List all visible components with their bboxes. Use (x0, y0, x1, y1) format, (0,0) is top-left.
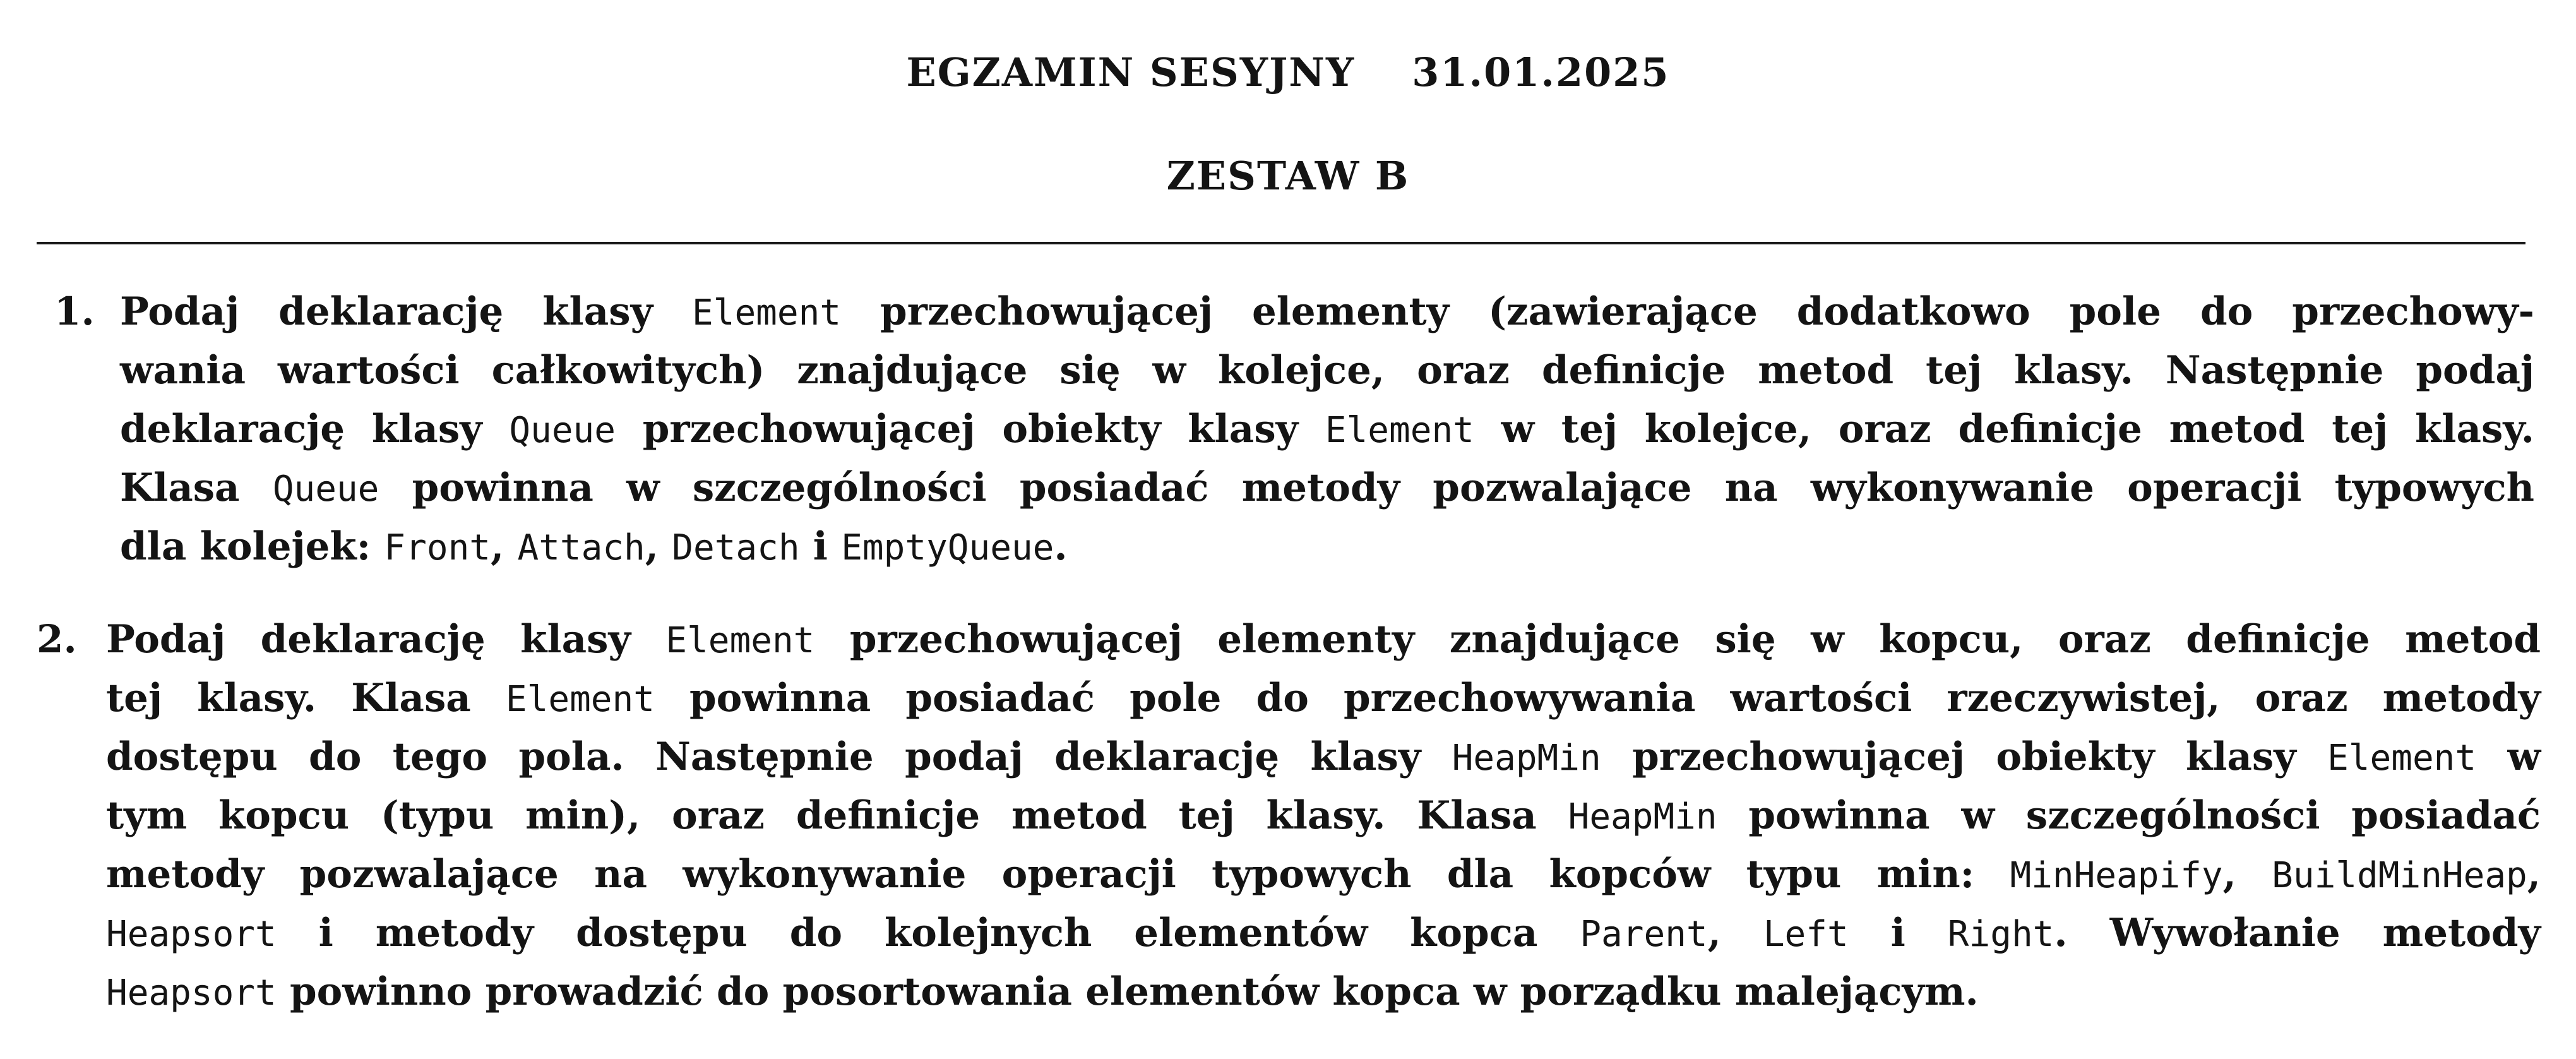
task-text: tej klasy. Klasa (106, 676, 506, 721)
task-text: . Wywołanie metody (2054, 911, 2541, 955)
task-line (120, 517, 2534, 576)
task-text: i metody dostępu do kolejnych elementów kopca (276, 911, 1580, 955)
task-text: , (491, 524, 518, 569)
code-identifier: Element (505, 679, 655, 720)
task-text: i (799, 524, 842, 569)
task-text: powinna w szczególności posiadać (1717, 793, 2541, 838)
task-line (106, 727, 2541, 786)
code-identifier: Queue (509, 410, 616, 451)
header-divider (37, 242, 2525, 244)
task-text: w (2476, 734, 2541, 779)
task-text: tym kopcu (typu min), oraz definicje metod tej klasy. Klasa (106, 793, 1568, 838)
task-text: , (2527, 852, 2541, 897)
task-line (106, 845, 2541, 904)
task-text: powinna posiadać pole do przechowywania wartości rzeczywistej, oraz metody (654, 676, 2541, 721)
task-text: dla kolejek: (120, 524, 385, 569)
exam-set-label: ZESTAW B (1166, 153, 1410, 199)
code-identifier: Left (1763, 914, 1849, 955)
exam-date: 31.01.2025 (1412, 49, 1670, 95)
task-number: 1. (54, 289, 95, 334)
task-text: i (1848, 911, 1948, 955)
task-line (106, 904, 2541, 962)
task-text: , (1707, 911, 1763, 955)
task-line (120, 458, 2534, 517)
code-identifier: Element (665, 620, 815, 661)
task-text: metody pozwalające na wykonywanie operacji typowych dla kopców typu min: (106, 852, 2010, 897)
code-identifier: MinHeapify (2010, 855, 2223, 896)
task-text: powinna w szczególności posiadać metody pozwalające na wykonywanie operacji typowych (379, 465, 2534, 510)
code-identifier: BuildMinHeap (2272, 855, 2527, 896)
task-text: w tej kolejce, oraz definicje metod tej klasy. (1474, 407, 2534, 452)
code-identifier: Element (2327, 738, 2477, 779)
code-identifier: Heapsort (106, 972, 277, 1014)
task-line (106, 610, 2541, 669)
task-text: , (2222, 852, 2272, 897)
task-text: dostępu do tego pola. Następnie podaj deklarację klasy (106, 734, 1452, 779)
task-text: . (1054, 524, 1068, 569)
task-text: deklarację klasy (120, 407, 510, 452)
task-line (120, 341, 2534, 400)
code-identifier: EmptyQueue (841, 527, 1054, 568)
task-text: przechowującej elementy (zawierające dodatkowo pole do przechowy- (841, 289, 2534, 334)
task-text: Klasa (120, 465, 273, 510)
task-line (106, 669, 2541, 727)
task-1 (54, 282, 2534, 576)
code-identifier: Front (384, 527, 491, 568)
task-line (120, 282, 2534, 341)
code-identifier: HeapMin (1452, 738, 1601, 779)
task-text: przechowującej obiekty klasy (1601, 734, 2328, 779)
task-body (106, 610, 2541, 1021)
task-2 (37, 610, 2541, 1021)
code-identifier: Right (1947, 914, 2054, 955)
code-identifier: Queue (272, 469, 379, 510)
exam-header (0, 49, 2576, 95)
task-number: 2. (37, 617, 77, 662)
task-body (120, 282, 2534, 576)
task-text: wania wartości całkowitych) znajdujące się w kolejce, oraz definicje metod tej klasy. Następnie podaj (120, 348, 2534, 393)
code-identifier: Detach (672, 527, 800, 568)
code-identifier: Parent (1580, 914, 1708, 955)
task-line (106, 962, 2541, 1021)
code-identifier: Attach (517, 527, 645, 568)
code-identifier: Element (692, 292, 842, 333)
code-identifier: HeapMin (1568, 796, 1717, 837)
task-line (120, 400, 2534, 458)
task-text: , (645, 524, 672, 569)
exam-title: EGZAMIN SESYJNY (906, 49, 1356, 95)
code-identifier: Heapsort (106, 914, 277, 955)
task-text: Podaj deklarację klasy (106, 617, 666, 662)
task-text: przechowującej elementy znajdujące się w kopcu, oraz definicje metod (814, 617, 2541, 662)
task-line (106, 786, 2541, 845)
task-text: Podaj deklarację klasy (120, 289, 693, 334)
task-text: przechowującej obiekty klasy (615, 407, 1325, 452)
code-identifier: Element (1325, 410, 1474, 451)
task-text: powinno prowadzić do posortowania elementów kopca w porządku malejącym. (276, 969, 1979, 1014)
